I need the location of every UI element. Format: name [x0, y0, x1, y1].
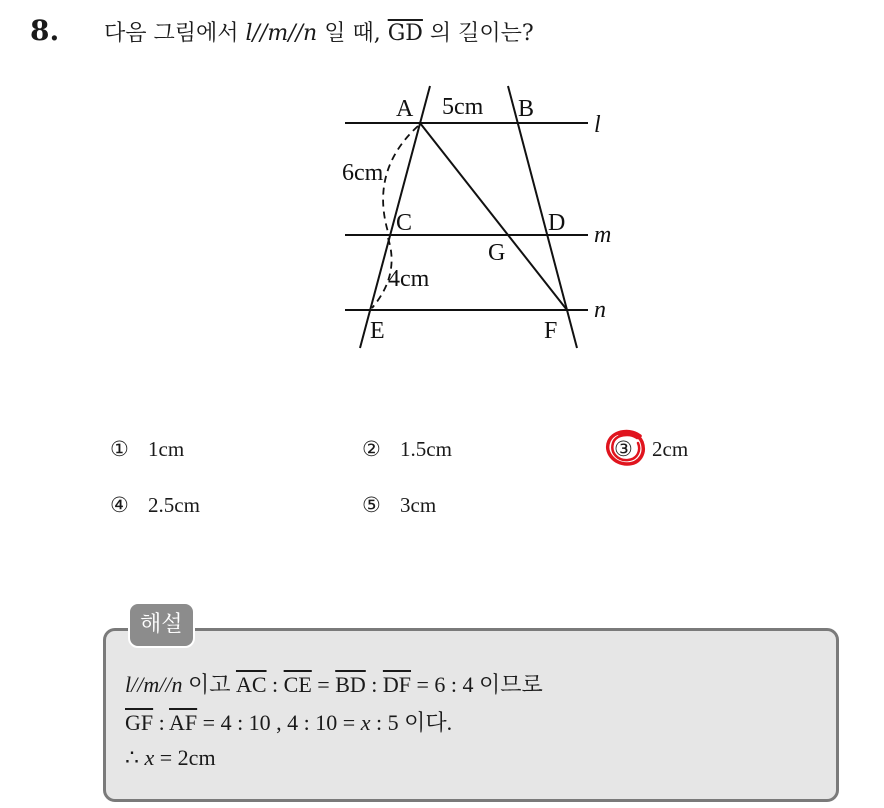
sol2-x: x: [360, 710, 371, 735]
question-text: [104, 16, 534, 47]
sol1-seg-ac: $\overline{AC}$: [235, 672, 267, 697]
sol1-c2: =: [311, 672, 336, 697]
solution-line-2: [125, 706, 452, 737]
sol2-c1: :: [153, 710, 170, 735]
label-ab-length: 5cm: [442, 94, 484, 120]
segment-gd: $\overline{GD}$: [387, 21, 423, 46]
label-e: E: [370, 318, 385, 344]
choice-4-text: 2.5cm: [148, 493, 200, 517]
choice-2-number: ②: [362, 437, 381, 461]
label-line-l: l: [594, 112, 601, 138]
label-f: F: [544, 318, 558, 344]
question-number: 8.: [30, 14, 60, 47]
parallel-lines-notation: l//m//n: [245, 21, 318, 46]
choice-1[interactable]: [110, 437, 184, 462]
question-suffix: 의 길이는?: [422, 21, 534, 46]
choice-5-text: 3cm: [400, 493, 437, 517]
sol1-seg-df: $\overline{DF}$: [382, 672, 412, 697]
question-prefix: 다음 그림에서: [104, 21, 246, 46]
choice-5[interactable]: [362, 493, 436, 518]
sol1-seg-ce: $\overline{CE}$: [283, 672, 312, 697]
label-a: A: [396, 96, 414, 122]
segment-af: [420, 123, 567, 310]
label-g: G: [488, 240, 506, 266]
sol1-b: 이고: [182, 672, 236, 697]
choice-5-number: ⑤: [362, 493, 381, 517]
sol2-d: = 4 : 10 , 4 : 10 =: [197, 710, 361, 735]
choice-2-text: 1.5cm: [400, 437, 452, 461]
sol3-therefore: ∴: [125, 745, 145, 770]
choice-1-number: ①: [110, 437, 129, 461]
figure-svg: [330, 80, 630, 370]
sol1-c3: :: [365, 672, 383, 697]
choice-4[interactable]: [110, 493, 200, 518]
sol1-parallel: l//m//n: [125, 672, 183, 697]
solution-line-3: [125, 745, 216, 771]
label-ce-length: 4cm: [388, 266, 430, 292]
sol2-seg-af: $\overline{AF}$: [169, 710, 198, 735]
geometry-figure: [330, 80, 630, 370]
solution-line-1: [125, 668, 543, 699]
answer-circle-mark: [604, 428, 650, 468]
label-c: C: [396, 210, 413, 236]
sol2-seg-gf: $\overline{GF}$: [125, 710, 154, 735]
choice-1-text: 1cm: [148, 437, 185, 461]
sol3-b: = 2cm: [154, 745, 216, 770]
sol1-c1: :: [266, 672, 284, 697]
circle-mark-icon: [604, 428, 650, 468]
solution-tag: 해설: [128, 602, 195, 648]
label-line-m: m: [594, 222, 612, 248]
sol1-seg-bd: $\overline{BD}$: [335, 672, 366, 697]
label-ac-length: 6cm: [342, 160, 384, 186]
choice-3-text: 2cm: [652, 437, 689, 461]
label-d: D: [548, 210, 566, 236]
transversal-ace: [360, 86, 430, 348]
choice-4-number: ④: [110, 493, 129, 517]
sol2-e: : 5 이다.: [370, 710, 453, 735]
choice-2[interactable]: [362, 437, 452, 462]
choice-3-number: ③: [614, 437, 633, 461]
sol1-d: = 6 : 4 이므로: [411, 672, 543, 697]
label-line-n: n: [594, 297, 606, 323]
sol3-x: x: [144, 745, 155, 770]
question-middle: 일 때,: [317, 21, 388, 46]
label-b: B: [518, 96, 535, 122]
